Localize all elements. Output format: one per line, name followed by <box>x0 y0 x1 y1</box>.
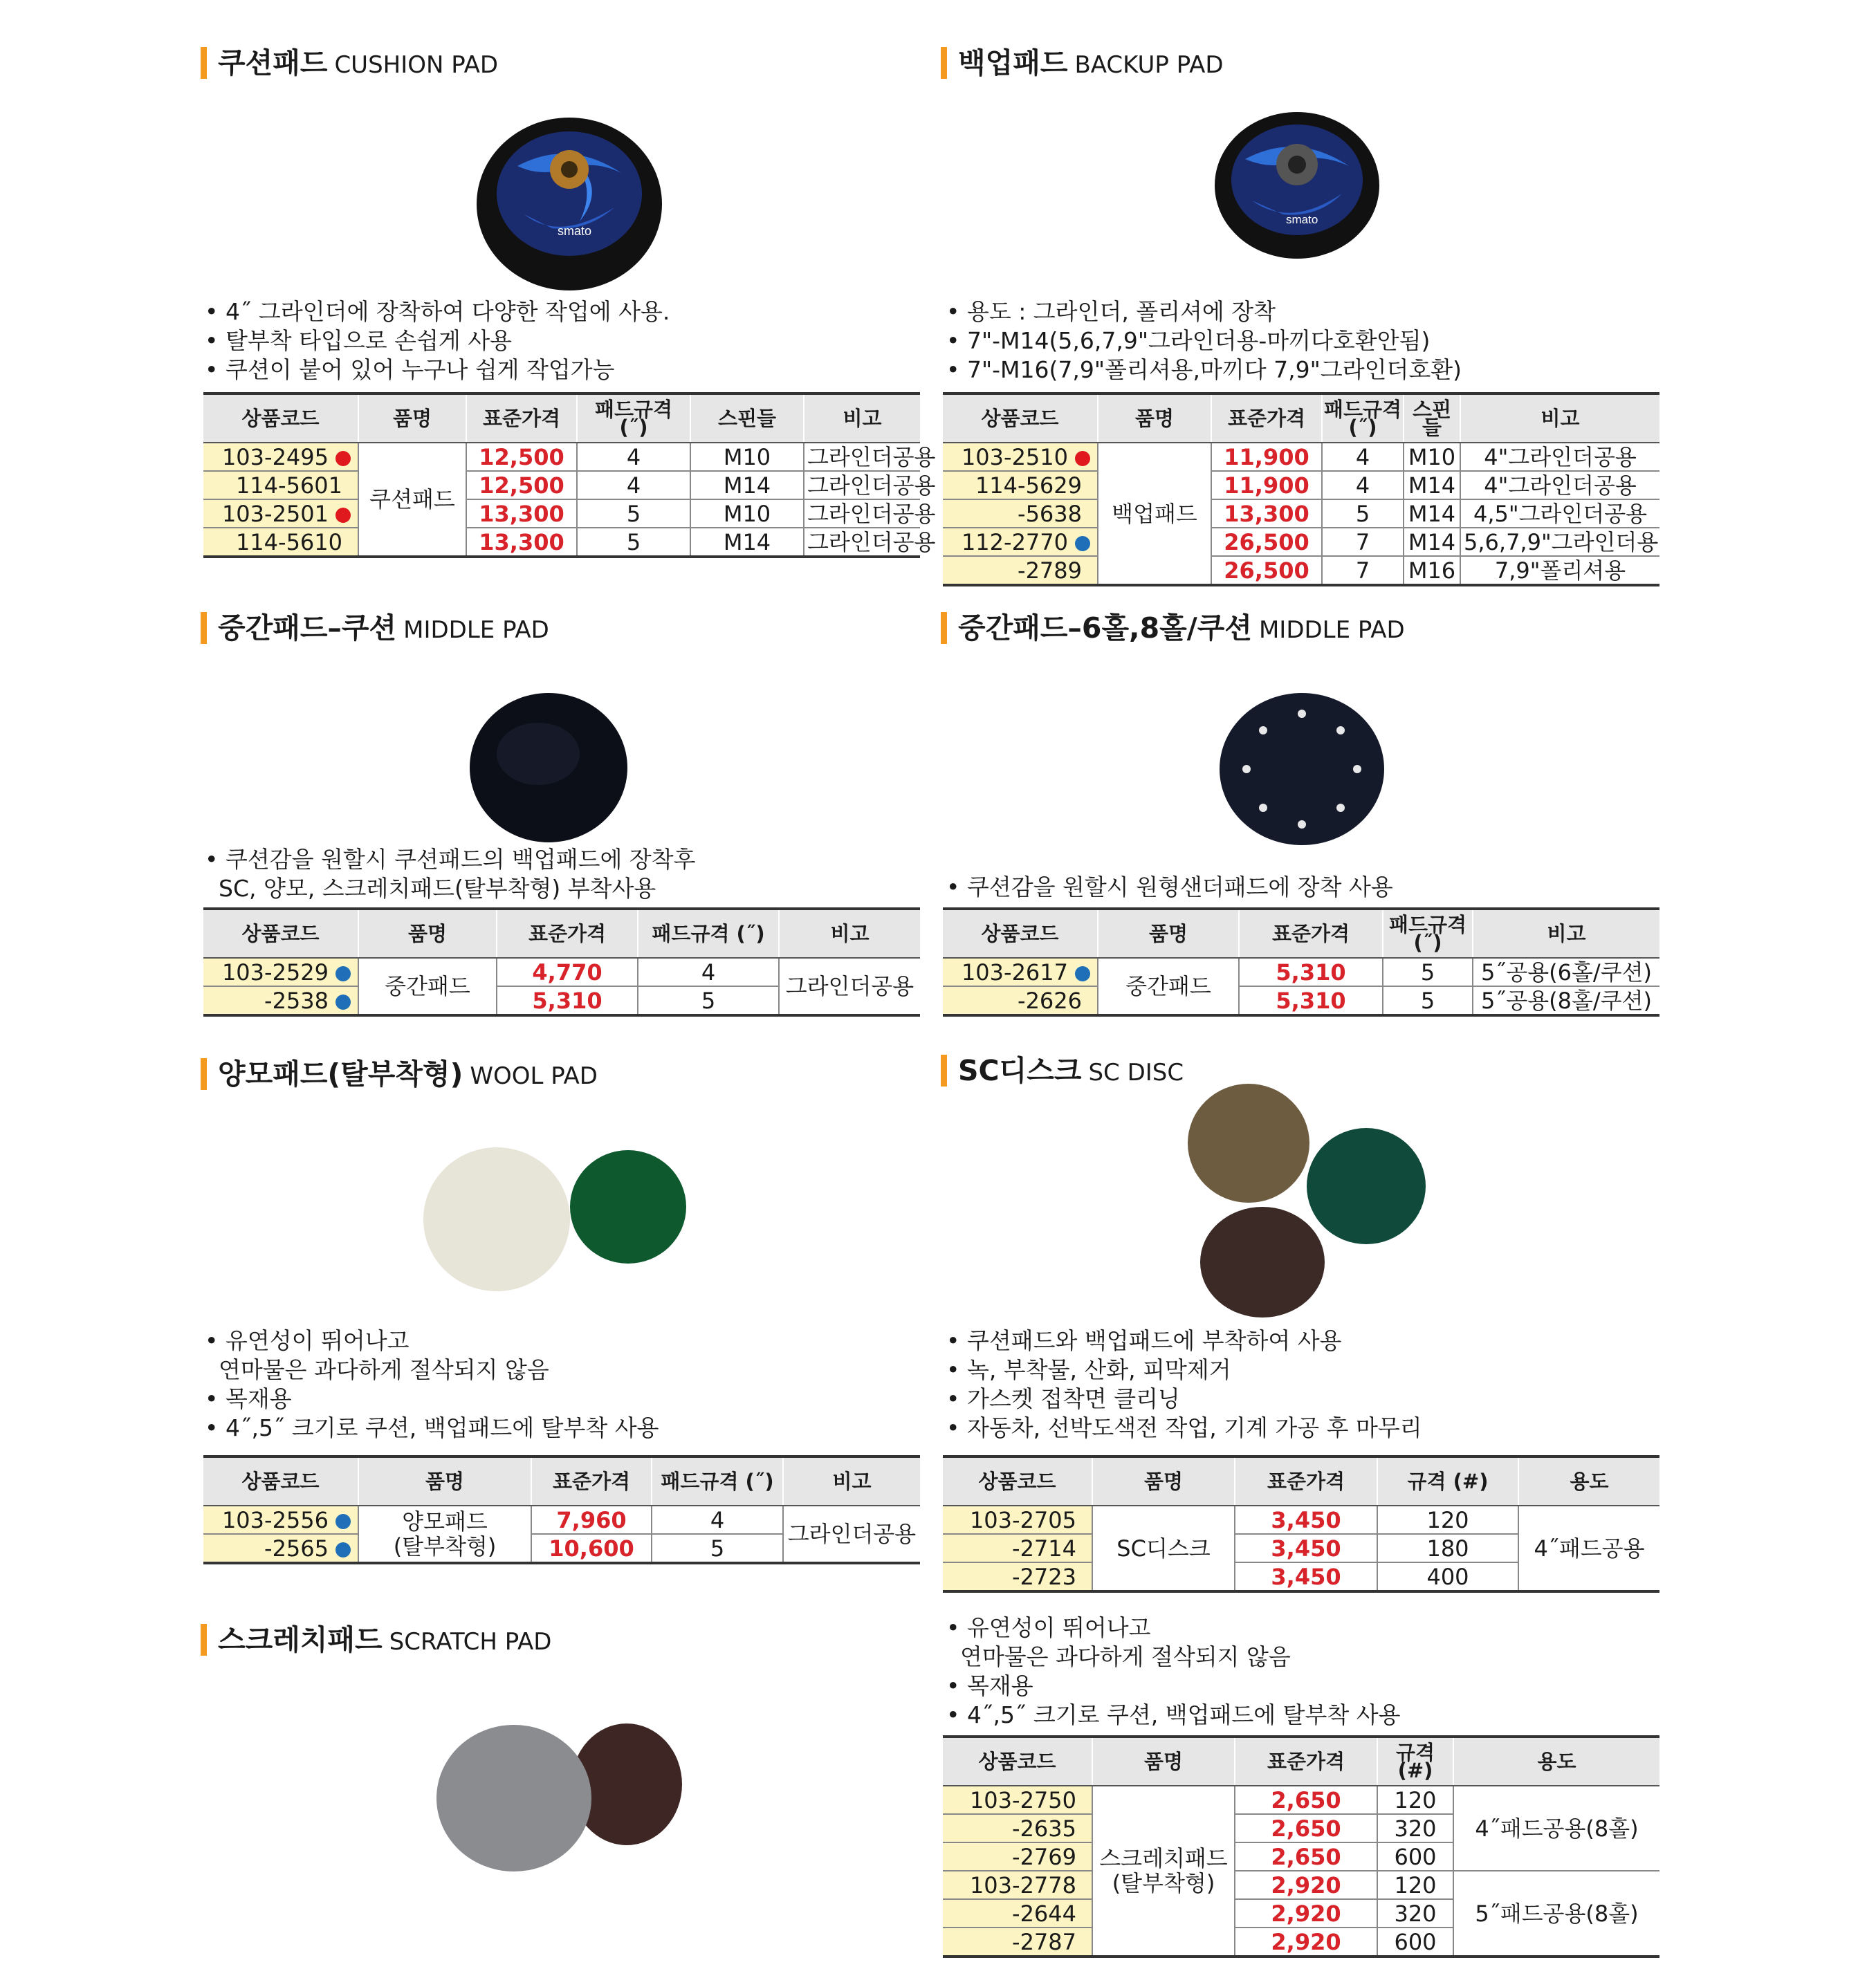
grit: 120 <box>1377 1786 1453 1814</box>
table-row <box>203 528 920 557</box>
product-name: 백업패드 <box>1098 443 1211 585</box>
header-name: 품명 <box>358 909 497 958</box>
product-code: 103-2705 <box>943 1506 1092 1534</box>
price: 11,900 <box>1211 443 1322 471</box>
use: 5˝패드공용(8홀) <box>1453 1871 1659 1957</box>
middle-pad-cushion-table <box>203 907 920 1017</box>
title-korean: 쿠션패드 <box>218 46 328 80</box>
header-size: 패드규격 (˝) <box>1322 394 1404 443</box>
header-spindle: 스핀들 <box>1404 394 1460 443</box>
pad-size: 7 <box>1322 528 1404 556</box>
header-price: 표준가격 <box>531 1457 652 1506</box>
header-name: 품명 <box>358 1457 531 1506</box>
sc-disc-description <box>946 1327 1422 1443</box>
bullet-1-continued: 연마물은 과다하게 절삭되지 않음 <box>960 1643 1291 1670</box>
blue-dot-icon <box>335 1542 351 1558</box>
header-code: 상품코드 <box>943 1737 1092 1786</box>
header-note: 비고 <box>779 909 920 958</box>
table-row <box>943 1871 1659 1899</box>
product-name: 중간패드 <box>358 958 497 1015</box>
header-name: 품명 <box>1098 909 1239 958</box>
note: 5,6,7,9"그라인더용 <box>1460 528 1659 556</box>
product-code: -2787 <box>943 1928 1092 1957</box>
pad-size: 7 <box>1322 556 1404 585</box>
price: 3,450 <box>1235 1506 1377 1534</box>
table-row <box>943 986 1659 1015</box>
header-spindle: 스핀들 <box>690 394 804 443</box>
product-code <box>943 443 1098 471</box>
code-text: -2565 <box>264 1535 329 1562</box>
code-text: 103-2501 <box>221 500 329 527</box>
spindle: M14 <box>1404 528 1460 556</box>
middle-pad-8hole-description <box>946 873 1393 902</box>
header-code: 상품코드 <box>943 394 1098 443</box>
bullet-3: • 4˝,5˝ 크기로 쿠션, 백업패드에 탈부착 사용 <box>946 1701 1401 1728</box>
table-row <box>943 443 1659 471</box>
title-english: WOOL PAD <box>470 1062 598 1090</box>
bullet-2: • 목재용 <box>205 1385 292 1412</box>
note: 7,9"폴리셔용 <box>1460 556 1659 585</box>
pad-size: 4 <box>1322 471 1404 499</box>
product-code: -5638 <box>943 499 1098 528</box>
header-name: 품명 <box>1092 1737 1235 1786</box>
code-text: 103-2529 <box>221 959 329 986</box>
price: 5,310 <box>1239 986 1383 1015</box>
pad-size: 5 <box>577 528 690 557</box>
header-note: 비고 <box>783 1457 920 1506</box>
title-korean: 중간패드–6홀,8홀/쿠션 <box>958 611 1252 645</box>
pad-size: 4 <box>577 443 690 471</box>
grit: 180 <box>1377 1534 1518 1562</box>
grit: 400 <box>1377 1562 1518 1591</box>
product-name-line1: 양모패드 <box>402 1508 488 1535</box>
header-grit: 규격 (#) <box>1377 1457 1518 1506</box>
header-price: 표준가격 <box>1211 394 1322 443</box>
pad-size: 5 <box>1383 958 1473 986</box>
header-code: 상품코드 <box>203 394 358 443</box>
pad-size: 4 <box>638 958 779 986</box>
code-text: -2538 <box>264 987 329 1014</box>
grit: 320 <box>1377 1899 1453 1928</box>
price: 13,300 <box>466 528 577 557</box>
note: 그라인더공용 <box>779 958 920 1015</box>
title-korean: 양모패드(탈부착형) <box>218 1057 463 1091</box>
title-english: MIDDLE PAD <box>1258 616 1405 644</box>
price: 11,900 <box>1211 471 1322 499</box>
table-row <box>203 499 920 528</box>
bullet-4: • 자동차, 선박도색전 작업, 기계 가공 후 마무리 <box>946 1414 1422 1441</box>
header-use: 용도 <box>1518 1457 1659 1506</box>
header-code: 상품코드 <box>203 909 358 958</box>
price: 3,450 <box>1235 1562 1377 1591</box>
note: 4,5"그라인더공용 <box>1460 499 1659 528</box>
price: 2,650 <box>1235 1786 1377 1814</box>
spindle: M16 <box>1404 556 1460 585</box>
middle-pad-8hole-table <box>943 907 1659 1017</box>
header-use: 용도 <box>1453 1737 1659 1786</box>
section-title-sc-disc <box>941 1055 1184 1087</box>
price: 5,310 <box>1239 958 1383 986</box>
table-row <box>943 958 1659 986</box>
bullet-2: • 목재용 <box>946 1672 1033 1699</box>
sc-disc-photo <box>1186 1082 1428 1318</box>
bullet-2: • 녹, 부착물, 산화, 피막제거 <box>946 1356 1231 1383</box>
brand-logo: smato <box>558 224 592 238</box>
code-text: 103-2617 <box>961 959 1068 986</box>
blue-dot-icon <box>1075 966 1090 981</box>
price: 2,920 <box>1235 1928 1377 1957</box>
pad-size: 5 <box>638 986 779 1015</box>
table-row <box>203 471 920 499</box>
header-grit: 규격 (#) <box>1377 1737 1453 1786</box>
table-row <box>943 1786 1659 1814</box>
red-dot-icon <box>1075 451 1090 466</box>
price: 13,300 <box>1211 499 1322 528</box>
code-text: 103-2556 <box>221 1506 329 1533</box>
price: 2,650 <box>1235 1842 1377 1871</box>
bullet-1: • 유연성이 뛰어나고 <box>946 1614 1151 1641</box>
product-code: -2789 <box>943 556 1098 585</box>
middle-pad-cushion-description <box>205 845 695 903</box>
note: 그라인더공용 <box>804 528 920 557</box>
header-code: 상품코드 <box>943 1457 1092 1506</box>
table-row <box>943 1506 1659 1534</box>
spindle: M14 <box>1404 499 1460 528</box>
code-text: 103-2510 <box>961 443 1068 470</box>
product-code: 114-5601 <box>203 471 358 499</box>
header-note: 비고 <box>804 394 920 443</box>
product-name-line1: 스크레치패드 <box>1099 1845 1228 1871</box>
section-title-cushion-pad <box>201 47 498 79</box>
product-code: 114-5629 <box>943 471 1098 499</box>
price: 2,920 <box>1235 1871 1377 1899</box>
note: 4"그라인더공용 <box>1460 471 1659 499</box>
product-code: -2635 <box>943 1814 1092 1842</box>
product-code: -2644 <box>943 1899 1092 1928</box>
wool-pad-table <box>203 1455 920 1564</box>
product-name-line2: (탈부착형) <box>1112 1870 1215 1896</box>
blue-dot-icon <box>335 1514 351 1529</box>
table-row <box>943 556 1659 585</box>
title-korean: 백업패드 <box>958 46 1068 80</box>
bullet-3: • 7"-M16(7,9"폴리셔용,마끼다 7,9"그라인더호환) <box>946 356 1462 383</box>
header-price: 표준가격 <box>1235 1737 1377 1786</box>
pad-size: 4 <box>652 1506 783 1534</box>
product-code: -2723 <box>943 1562 1092 1591</box>
section-title-backup-pad <box>941 47 1224 79</box>
product-name-line2: (탈부착형) <box>393 1533 497 1560</box>
backup-pad-description <box>946 297 1462 385</box>
section-title-wool-pad <box>201 1058 598 1090</box>
grit: 320 <box>1377 1814 1453 1842</box>
product-name: SC디스크 <box>1092 1506 1235 1591</box>
header-code: 상품코드 <box>203 1457 358 1506</box>
price: 13,300 <box>466 499 577 528</box>
product-code <box>203 1534 358 1563</box>
header-size: 패드규격 (˝) <box>577 394 690 443</box>
backup-pad-table <box>943 392 1659 586</box>
header-name: 품명 <box>358 394 466 443</box>
code-text: 103-2495 <box>221 443 329 470</box>
pad-size: 5 <box>652 1534 783 1563</box>
section-title-middle-pad-8hole <box>941 612 1405 644</box>
product-code: 103-2750 <box>943 1786 1092 1814</box>
price: 4,770 <box>497 958 638 986</box>
title-english: BACKUP PAD <box>1074 51 1224 79</box>
product-code <box>203 443 358 471</box>
bullet-1-continued: 연마물은 과다하게 절삭되지 않음 <box>219 1356 549 1383</box>
header-name: 품명 <box>1092 1457 1235 1506</box>
header-code: 상품코드 <box>943 909 1098 958</box>
pad-size: 4 <box>1322 443 1404 471</box>
title-korean: SC디스크 <box>958 1054 1082 1087</box>
product-code <box>203 986 358 1015</box>
spindle: M10 <box>690 443 804 471</box>
price: 10,600 <box>531 1534 652 1563</box>
product-name: 중간패드 <box>1098 958 1239 1015</box>
header-size: 패드규격 (˝) <box>638 909 779 958</box>
price: 5,310 <box>497 986 638 1015</box>
table-row <box>943 499 1659 528</box>
wool-pad-description <box>205 1327 659 1443</box>
pad-size: 4 <box>577 471 690 499</box>
scratch-pad-table <box>943 1735 1659 1958</box>
pad-size: 5 <box>1322 499 1404 528</box>
header-price: 표준가격 <box>1235 1457 1377 1506</box>
sc-disc-table <box>943 1455 1659 1593</box>
product-code: 114-5610 <box>203 528 358 557</box>
note: 그라인더공용 <box>804 499 920 528</box>
blue-dot-icon <box>335 966 351 981</box>
bullet-1: • 쿠션감을 원할시 쿠션패드의 백업패드에 장착후 <box>205 846 696 873</box>
title-english: MIDDLE PAD <box>403 616 549 644</box>
product-name: 쿠션패드 <box>358 443 466 557</box>
note: 5˝공용(8홀/쿠션) <box>1473 986 1659 1015</box>
spindle: M14 <box>1404 471 1460 499</box>
code-text: 112-2770 <box>961 528 1068 555</box>
spindle: M10 <box>1404 443 1460 471</box>
price: 12,500 <box>466 471 577 499</box>
price: 3,450 <box>1235 1534 1377 1562</box>
price: 12,500 <box>466 443 577 471</box>
grit: 600 <box>1377 1928 1453 1957</box>
section-title-scratch-pad <box>201 1624 552 1656</box>
pad-size: 5 <box>1383 986 1473 1015</box>
product-code: 103-2778 <box>943 1871 1092 1899</box>
bullet-3: • 가스켓 접착면 클리닝 <box>946 1385 1180 1412</box>
product-code <box>203 1506 358 1534</box>
product-code: -2626 <box>943 986 1098 1015</box>
brand-logo: smato <box>1286 213 1318 226</box>
product-code <box>203 958 358 986</box>
product-code: -2714 <box>943 1534 1092 1562</box>
blue-dot-icon <box>1075 536 1090 551</box>
table-row <box>203 1506 920 1534</box>
red-dot-icon <box>335 508 351 523</box>
header-name: 품명 <box>1098 394 1211 443</box>
use: 4˝패드공용(8홀) <box>1453 1786 1659 1871</box>
note: 그라인더공용 <box>783 1506 920 1563</box>
bullet-1: • 용도 : 그라인더, 폴리셔에 장착 <box>946 298 1276 325</box>
product-code <box>943 528 1098 556</box>
title-english: SC DISC <box>1088 1059 1184 1087</box>
price: 2,920 <box>1235 1899 1377 1928</box>
header-size: 패드규격 (˝) <box>1383 909 1473 958</box>
bullet-2: • 탈부착 타입으로 손쉽게 사용 <box>205 327 512 354</box>
scratch-pad-photo <box>434 1715 683 1874</box>
title-korean: 스크레치패드 <box>218 1623 383 1656</box>
spindle: M14 <box>690 471 804 499</box>
bullet-1: • 유연성이 뛰어나고 <box>205 1327 410 1354</box>
wool-pad-photo <box>422 1145 692 1293</box>
product-code: -2769 <box>943 1842 1092 1871</box>
price: 2,650 <box>1235 1814 1377 1842</box>
backup-pad-photo <box>1214 111 1380 259</box>
bullet-1-continued: SC, 양모, 스크레치패드(탈부착형) 부착사용 <box>219 875 656 902</box>
header-note: 비고 <box>1473 909 1659 958</box>
spindle: M14 <box>690 528 804 557</box>
product-name <box>1092 1786 1235 1957</box>
header-size: 패드규격 (˝) <box>652 1457 783 1506</box>
cushion-pad-table <box>203 392 936 558</box>
middle-pad-cushion-photo <box>469 692 628 844</box>
bullet-1: • 쿠션패드와 백업패드에 부착하여 사용 <box>946 1327 1342 1354</box>
header-price: 표준가격 <box>1239 909 1383 958</box>
table-row <box>943 528 1659 556</box>
red-dot-icon <box>335 451 351 466</box>
product-code <box>203 499 358 528</box>
title-korean: 중간패드–쿠션 <box>218 611 397 645</box>
price: 7,960 <box>531 1506 652 1534</box>
cushion-pad-description <box>205 297 670 385</box>
bullet-1: • 4˝ 그라인더에 장착하여 다양한 작업에 사용. <box>205 298 670 325</box>
table-row <box>203 443 920 471</box>
product-name <box>358 1506 531 1563</box>
title-english: SCRATCH PAD <box>389 1628 552 1656</box>
scratch-pad-description <box>946 1614 1401 1730</box>
header-price: 표준가격 <box>466 394 577 443</box>
note: 그라인더공용 <box>804 443 920 471</box>
price: 26,500 <box>1211 556 1322 585</box>
product-code <box>943 958 1098 986</box>
pad-size: 5 <box>577 499 690 528</box>
note: 그라인더공용 <box>804 471 920 499</box>
table-row <box>203 958 920 986</box>
bullet-3: • 쿠션이 붙어 있어 누구나 쉽게 작업가능 <box>205 356 615 383</box>
middle-pad-8hole-photo <box>1219 692 1385 847</box>
note: 4"그라인더공용 <box>1460 443 1659 471</box>
title-english: CUSHION PAD <box>334 51 499 79</box>
bullet-2: • 7"-M14(5,6,7,9"그라인더용-마끼다호환안됨) <box>946 327 1431 354</box>
blue-dot-icon <box>335 995 351 1010</box>
header-note: 비고 <box>1460 394 1659 443</box>
header-price: 표준가격 <box>497 909 638 958</box>
bullet-3: • 4˝,5˝ 크기로 쿠션, 백업패드에 탈부착 사용 <box>205 1414 659 1441</box>
cushion-pad-photo <box>476 111 663 290</box>
grit: 120 <box>1377 1871 1453 1899</box>
price: 26,500 <box>1211 528 1322 556</box>
spindle: M10 <box>690 499 804 528</box>
note: 5˝공용(6홀/쿠션) <box>1473 958 1659 986</box>
grit: 600 <box>1377 1842 1453 1871</box>
table-row <box>943 471 1659 499</box>
section-title-middle-pad-cushion <box>201 612 549 644</box>
use: 4˝패드공용 <box>1518 1506 1659 1591</box>
grit: 120 <box>1377 1506 1518 1534</box>
bullet-1: • 쿠션감을 원할시 원형샌더패드에 장착 사용 <box>946 874 1393 900</box>
